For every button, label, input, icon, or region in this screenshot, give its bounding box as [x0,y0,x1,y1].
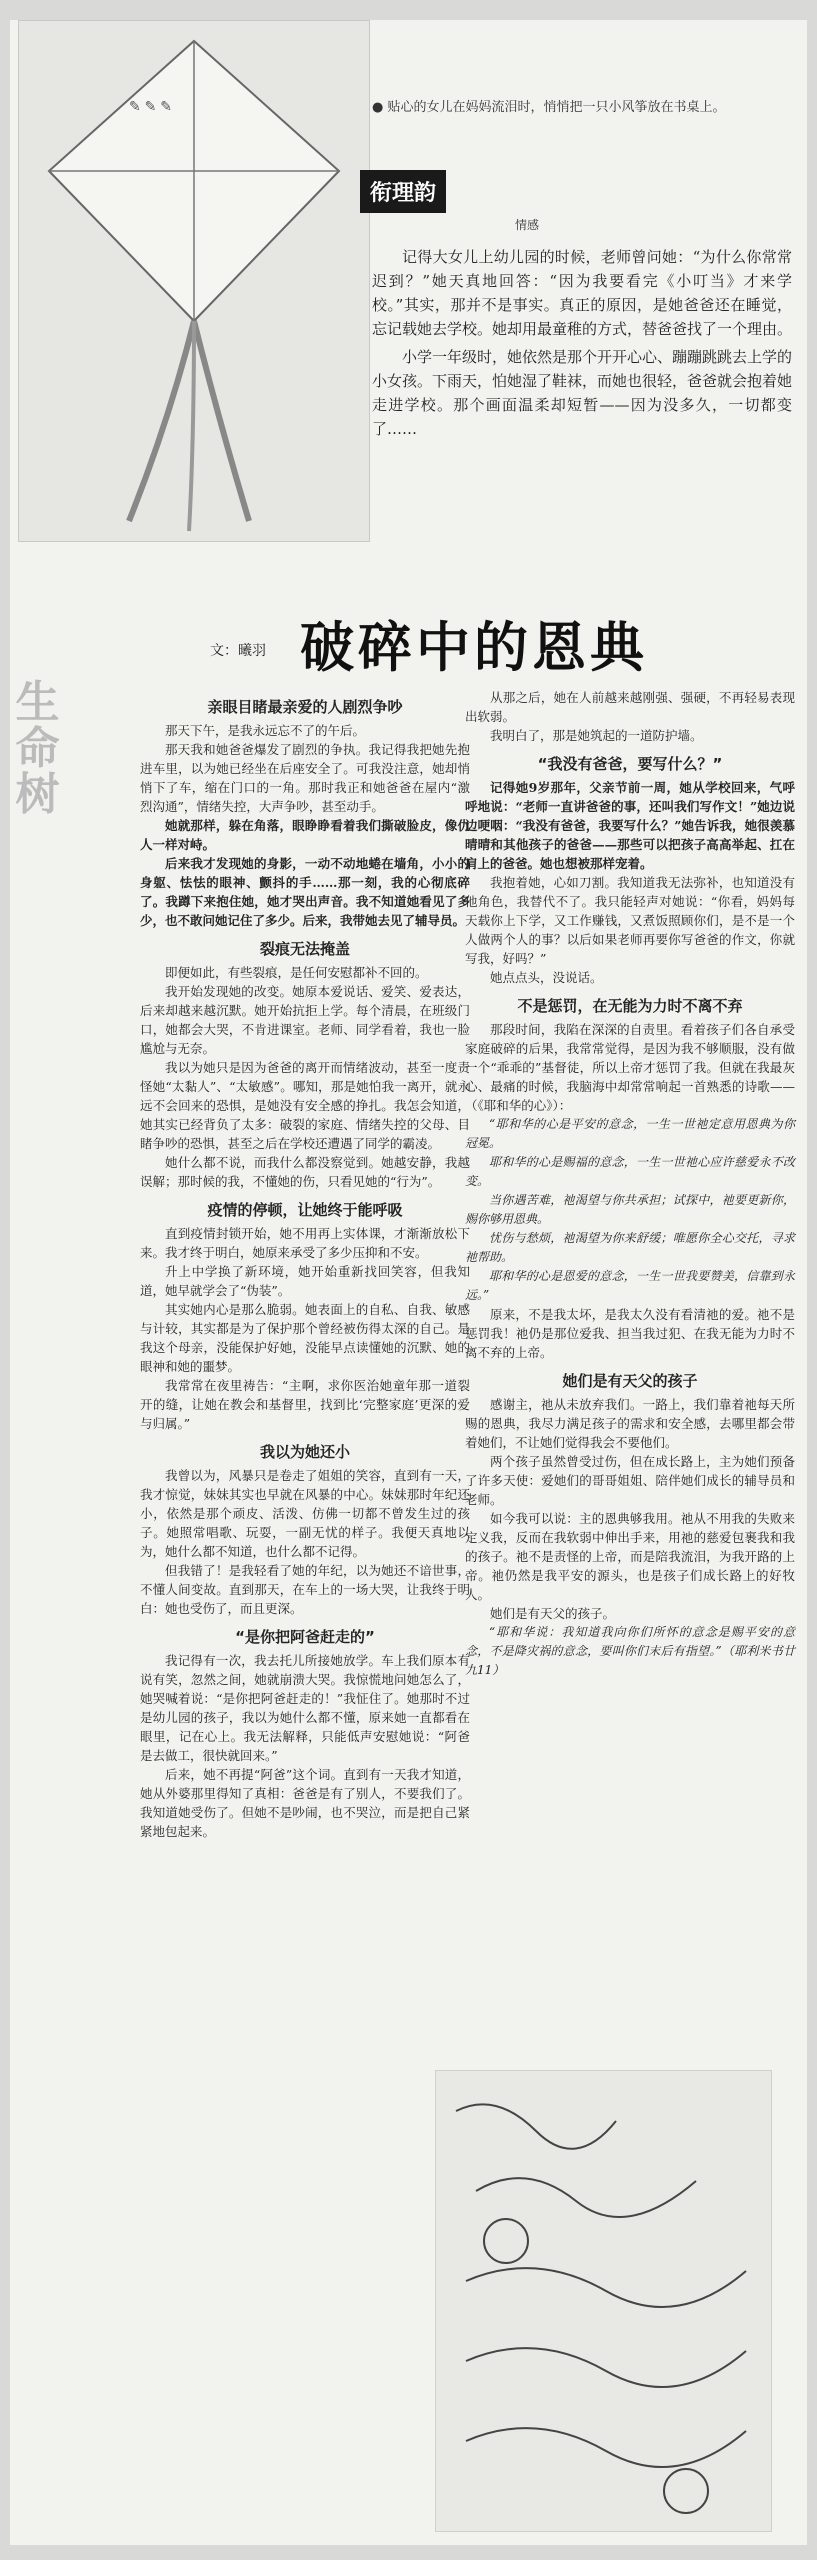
section-heading: “我没有爸爸，要写什么？” [537,755,723,773]
handwritten-note-photo [435,2070,772,2532]
section-heading: 疫情的停顿，让她终于能呼吸 [207,1201,403,1219]
section-heading: 裂痕无法掩盖 [259,940,350,958]
section-heading: 亲眼目睹最亲爱的人剧烈争吵 [207,698,403,716]
column-logo: 衔理韵 [360,170,446,213]
article-title: 破碎中的恩典 [300,616,648,679]
body-paragraph: 她什么都不说，而我什么都没察觉到。她越安静，我越误解；那时候的我，不懂她的伤，只看见她的“行为”。 [140,1155,470,1189]
body-paragraph: 如今我可以说：主的恩典够我用。祂从不用我的失败来定义我，反而在我软弱中伸出手来，用祂的慈爱包裹我和我的孩子。祂不是责怪的上帝，而是陪我流泪，为我开路的上帝。祂仍然是我平安的源头，也是孩子们成长路上的好牧人。 [465,1511,795,1602]
body-paragraph: 原来，不是我太坏，是我太久没有看清祂的爱。祂不是惩罚我！祂仍是那位爱我、担当我过犯、在我无能为力时不离不弃的上帝。 [465,1307,795,1360]
body-paragraph: 即便如此，有些裂痕，是任何安慰都补不回的。 [165,965,428,980]
article-left-column [140,688,470,1841]
body-paragraph: 我明白了，那是她筑起的一道防护墙。 [490,728,703,743]
body-paragraph: 她点点头，没说话。 [490,970,603,985]
section-heading: 她们是有天父的孩子 [562,1372,698,1390]
body-paragraph: 我曾以为，风暴只是卷走了姐姐的笑容，直到有一天，我才惊觉，妹妹其实也早就在风暴的中心。妹妹那时年纪还小，依然是那个顽皮、活泼、仿佛一切都不曾发生过的孩子。她照常唱歌、玩耍，一副无忧的样子。我便天真地以为，她什么都不知道，也什么都不记得。 [140,1468,470,1559]
body-paragraph: 那段时间，我陷在深深的自责里。看着孩子们各自承受家庭破碎的后果，我常常觉得，是因为我不够顺服，没有做一个“乖乖的”基督徒，所以上帝才惩罚了我。但就在我最灰心、最痛的时候，我脑海中却常常响起一首熟悉的诗歌——（《耶和华的心》）： [465,1022,795,1113]
body-paragraph: 但我错了！是我轻看了她的年纪，以为她还不谙世事，不懂人间变故。直到那天，在车上的一场大哭，让我终于明白：她也受伤了，而且更深。 [140,1563,470,1616]
body-paragraph: 耶和华的心是恩爱的意念，一生一世我要赞美，信靠到永远。” [465,1269,795,1302]
svg-text:✎ ✎ ✎: ✎ ✎ ✎ [129,98,172,114]
body-paragraph: 我开始发现她的改变。她原本爱说话、爱笑、爱表达，后来却越来越沉默。她开始抗拒上学。每个清晨，在班级门口，她都会大哭，不肯进课室。老师、同学看着，我也一脸尴尬与无奈。 [140,984,470,1056]
section-heading: 不是惩罚，在无能为力时不离不弃 [517,997,743,1015]
newspaper-page [10,20,807,2545]
body-paragraph: 我抱着她，心如刀割。我知道我无法弥补，也知道没有他角色，我替代不了。我只能轻声对她说：“你看，妈妈每天载你上下学，又工作赚钱，又煮饭照顾你们，是不是一个人做两个人的事？以后如果老师再要你写爸爸的作文，你就写我，好吗？” [465,875,795,966]
body-paragraph: 她就那样，躲在角落，眼睁睁看着我们撕破脸皮，像仇人一样对峙。 [140,818,470,852]
article-right-column [465,688,795,1680]
photo-caption: ● 贴心的女儿在妈妈流泪时，悄悄把一只小风筝放在书桌上。 [372,100,726,115]
handwriting-illustration [436,2071,771,2531]
intro-paragraph: 记得大女儿上幼儿园的时候，老师曾问她：“为什么你常常迟到？”她天真地回答：“因为我要看完《小叮当》才来学校。”其实，那并不是事实。真正的原因，是她爸爸还在睡觉，忘记载她去学校。她却用最童稚的方式，替爸爸找了一个理由。 [372,248,793,338]
column-subtitle: 情感 [515,218,540,232]
section-side-label: 生命树 [15,677,60,820]
body-paragraph: 从那之后，她在人前越来越刚强、强硬，不再轻易表现出软弱。 [465,690,795,724]
body-paragraph: 升上中学换了新环境，她开始重新找回笑容，但我知道，她早就学会了“伪装”。 [140,1264,470,1298]
section-heading: 我以为她还小 [259,1443,350,1461]
body-paragraph: 其实她内心是那么脆弱。她表面上的自私、自我、敏感与计较，其实都是为了保护那个曾经被伤得太深的自己。是我这个母亲，没能保护好她，没能早点读懂她的沉默、她的眼神和她的噩梦。 [140,1302,470,1374]
body-paragraph: 两个孩子虽然曾受过伤，但在成长路上，主为她们预备了许多天使：爱她们的哥哥姐姐、陪伴她们成长的辅导员和老师。 [465,1454,795,1507]
body-paragraph: 当你遇苦难，祂渴望与你共承担；试探中，祂要更新你，赐你够用恩典。 [465,1193,795,1226]
body-paragraph: 那天下午，是我永远忘不了的午后。 [165,723,366,738]
intro-text [372,245,792,445]
body-paragraph: 直到疫情封锁开始，她不用再上实体课，才渐渐放松下来。我才终于明白，她原来承受了多少压抑和不安。 [140,1226,470,1260]
body-paragraph: 感谢主，祂从未放弃我们。一路上，我们靠着祂每天所赐的恩典，我尽力满足孩子的需求和安全感，去哪里都会带着她们，不让她们觉得我会不要他们。 [465,1397,795,1450]
body-paragraph: 忧伤与愁烦，祂渴望为你来舒缓；唯愿你全心交托，寻求祂帮助。 [465,1231,795,1264]
kite-illustration [19,21,369,541]
intro-paragraph: 小学一年级时，她依然是那个开开心心、蹦蹦跳跳去上学的小女孩。下雨天，怕她湿了鞋袜，而她也很轻，爸爸就会抱着她走进学校。那个画面温柔却短暂——因为没多久，一切都变了…… [372,348,793,438]
body-paragraph: “耶和华的心是平安的意念，一生一世祂定意用恩典为你冠冕。 [465,1117,795,1150]
byline: 文：曦羽 [210,643,266,659]
body-paragraph: 我以为她只是因为爸爸的离开而情绪波动，甚至一度责怪她“太黏人”、“太敏感”。哪知，那是她怕我一离开，就永远不会回来的恐惧，是她没有安全感的挣扎。我怎会知道，她其实已经背负了太多：破裂的家庭、情绪失控的父母、目睹争吵的恐惧，甚至之后在学校还遭遇了同学的霸凌。 [140,1060,470,1151]
body-paragraph: 我记得有一次，我去托儿所接她放学。车上我们原本有说有笑，忽然之间，她就崩溃大哭。我惊慌地问她怎么了，她哭喊着说：“是你把阿爸赶走的！”我怔住了。她那时不过是幼儿园的孩子，我以为她什么都不懂，原来她一直都看在眼里，记在心上。我无法解释，只能低声安慰她说：“阿爸是去做工，很快就回来。” [140,1653,470,1763]
body-paragraph: 记得她9岁那年，父亲节前一周，她从学校回来，气呼呼地说：“老师一直讲爸爸的事，还叫我们写作文！”她边说边哽咽：“我没有爸爸，我要写什么？”她告诉我，她很羡慕晴晴和其他孩子的爸爸——那些可以把孩子高高举起、扛在肩上的爸爸。她也想被那样宠着。 [465,780,795,871]
body-paragraph: 后来，她不再提“阿爸”这个词。直到有一天我才知道，她从外婆那里得知了真相：爸爸是有了别人，不要我们了。我知道她受伤了。但她不是吵闹，也不哭泣，而是把自己紧紧地包起来。 [140,1767,470,1839]
body-paragraph: 耶和华的心是赐福的意念，一生一世祂心应许慈爱永不改变。 [465,1155,795,1188]
section-heading: “是你把阿爸赶走的” [235,1628,375,1646]
body-paragraph: 那天我和她爸爸爆发了剧烈的争执。我记得我把她先抱进车里，以为她已经坐在后座安全了。可我没注意，她却悄悄下了车，缩在门口的一角。那时我正和她爸爸在屋内“激烈沟通”，情绪失控，大声争吵，甚至动手。 [140,742,470,814]
kite-photo [18,20,370,542]
body-paragraph: 我常常在夜里祷告：“主啊，求你医治她童年那一道裂开的缝，让她在教会和基督里，找到比‘完整家庭’更深的爱与归属。” [140,1378,470,1431]
body-paragraph: 后来我才发现她的身影，一动不动地蜷在墙角，小小的身躯、怯怯的眼神、颤抖的手……那一刻，我的心彻底碎了。我蹲下来抱住她，她才哭出声音。我不知道她看见了多少，也不敢问她记住了多少。后来，我带她去见了辅导员。 [140,856,470,928]
body-paragraph: “耶和华说：我知道我向你们所怀的意念是赐平安的意念，不是降灾祸的意念，要叫你们末后有指望。”（耶利米书廿九11） [465,1625,795,1677]
body-paragraph: 她们是有天父的孩子。 [490,1606,616,1621]
